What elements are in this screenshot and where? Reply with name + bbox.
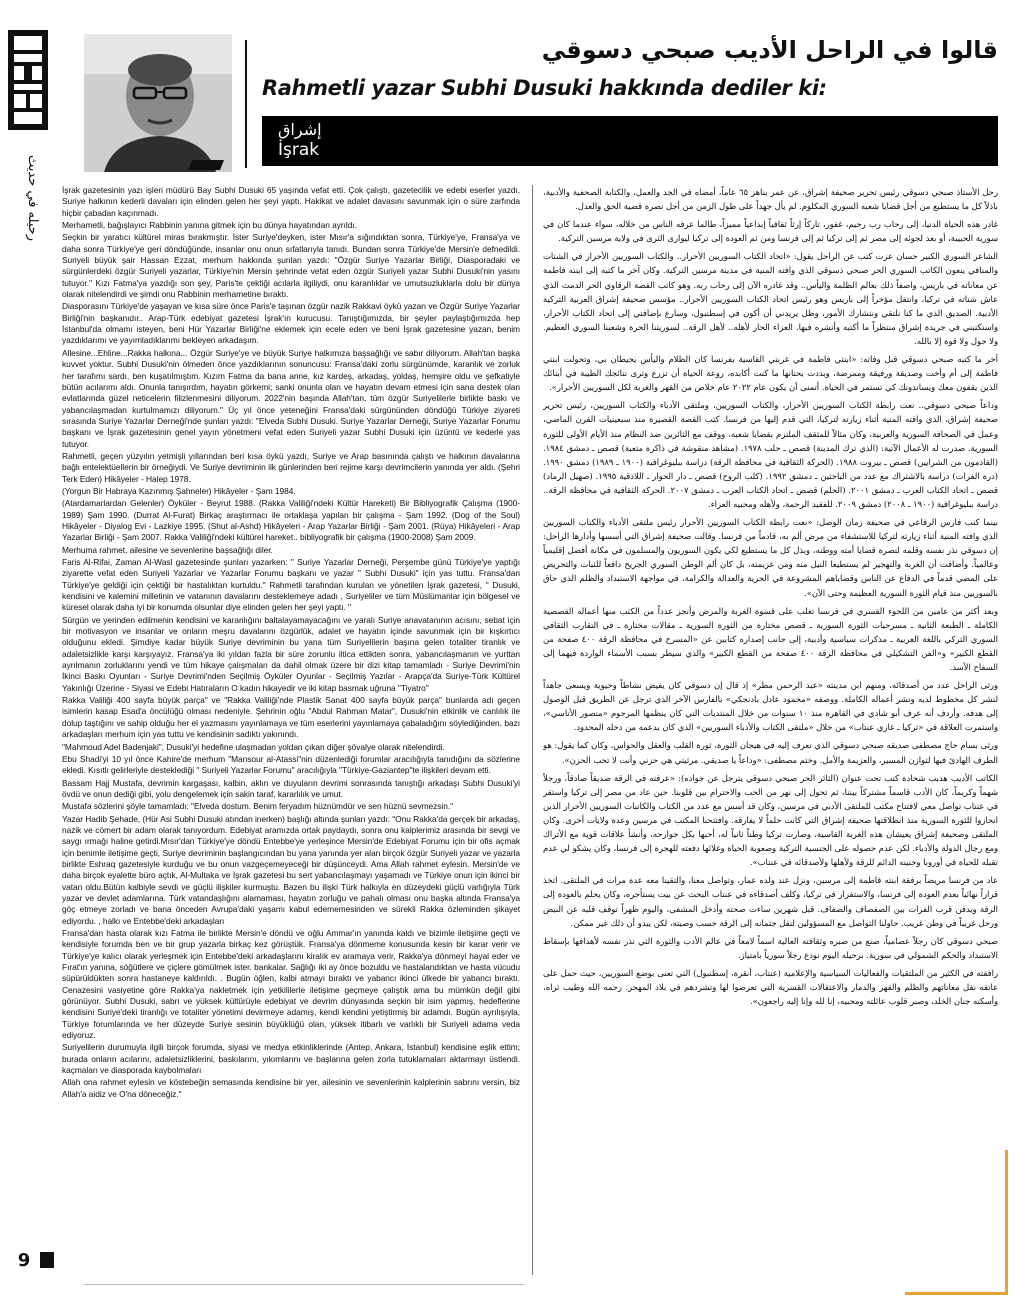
turkish-paragraph: Suriyelilerin durumuyla ilgili birçok forumda, siyasi ve medya etkinliklerinde (Antep, Ankara, İstanbul) kendisine eşlik ettim; burada onların acılarını, adaletsizliklerini, baskılarını, yıkımlarını ve başlarına gelen zorla tutuklamaları aktarmayı üstlendi. kaçmaları ve diasporada kaybolmaları [62,1042,520,1076]
turkish-paragraph: Fransa'dan hasta olarak kızı Fatma ile birlikte Mersin'e döndü ve oğlu Ammar'ın yanında kaldı ve bizimle iletişime geçti ve kendisiyle forumda ben ve bir grup yazarla birkaç kez görüştük. Fransa'ya dönmeme konusunda kesin bir karar verir ve Türkiye'ye kalıcı olarak yerleşmek için Entebbe'deki arkadaşlarını kiralık ev aramaya verir, Rakka'ya dönmeyi hayal eder ve Fırat'ın yanına, söğütlere ve çiçlere gömülmek ister. bankalar. Sağlığı iki ay önce bozuldu ve hastalandıktan ve hasta vücudu süpürüldükten sonra hastaneye kaldırıldı. . Bugün öğlen, kalbi atmayı bıraktı ve yabancı ikinci ülkede bir yabancı bıraktı. Cenazesini vasiyetine göre Rakka'ya nakletmek için yetkililerle iletişime geçmeye çalıştık ama bu mümkün değil gibi görünüyor. Subhi Dusuki, sabrı ve yüksek kültürüyle edebiyat ve devrim dünyasında seçkin bir isim yapmış, hedeflerine kendisini Suriye'deki tiranlığı ve totaliter yönetimi devirmeye adamış, kendi kendini yetiştirmiş bir adamdı. Bugün ayrılışıyla, Türkiye forumlarında ve her düzeyde Suriye sesinin büyüklüğü olan, yüksek itibarlı ve varlıklı bir Suriyeli adama veda ediyoruz. [62,928,520,1041]
israk-logo [6,30,50,130]
title-turkish: Rahmetli yazar Subhi Dusuki hakkında dediler ki: [262,76,827,100]
arabic-paragraph: غادر هذه الحياة الدنيا، إلى رحاب رب رحيم، غفور، تاركاً إرثاً ثقافياً إبداعياً مميزاً، طالما عرفه الناس من خلاله، سواء عندما كان في سورية الحبيبة، أو بعد لجوئه إلى مصر ثم إلى تركيا ثم إلى فرنسا ومن ثم العودة إلى تركيا ليوارى الثرى في ولاية مرسين التركية. [543,219,998,244]
arabic-article-column [543,185,998,1277]
turkish-paragraph: Sürgün ve yerinden edilmenin kendisini ve karanlığını baltalayamayacağını ve yaralı Suriye anavatanının acısını, sebat için bir motivasyon ve insanlar ve onların meşru davalarını özgürlük, adalet ve hayatın içinde savunmak için bir kışkırtıcı olduğunu ekledi. Şimdiye kadar büyük Suriye devriminin bu yana tüm Suriyelilerin başına gelen totaliter tiranlık ve adaletsizlikle karşı karşıyayız. Fransa'ya iki yıldan fazla bir süre zorunlu iltica ettikten sonra, yabancılaşmanın ve yurttan ayrılmanın zorluklarını yendi ve tüm hikaye çalışmaları da dahil olmak üzere bir dizi kitap tamamladı - Suriye Devrimi'nin İkinci Baskı Oyunları - Suriye Devrimi'nden Seçilmiş Öyküler Oyunlar - Seçilmiş Yazılar - Arapça'da Suriye-Türk Kültürel Yakınlığı Üzerine - Siyasi ve Edebi Hatıraların O kadın hikayedir ve iki kitap basmak uğruna "Tiyatro" [62,614,520,693]
arabic-paragraph: رحل الأستاذ صبحي دسوقي رئيس تحرير صحيفة إشراق، عن عمر يناهز ٦٥ عاماً، أمضاه في الجد والعمل، والكتابة الصحفية والأدبية، باذلاً كل ما يستطيع من أجل قضايا شعبه السوري المكلوم. لم يأل جهداً على طول الزمن من أجل نصرة قضية الحق والعدل. [543,187,998,212]
turkish-paragraph: Allesine...Ehline...Rakka halkına... Özgür Suriye'ye ve büyük Suriye halkımıza başsağlığı ve sabır diliyorum. Allah'tan başka kuvvet yoktur. Subhi Dusuki'nin ölmeden önce yazdıklarının sonuncusu: Fransa'daki zorlu sürgünümde, karanlık ve zorluk her tarafımı sardı, ben kuşatılmıştım. Kızım Fatma da bana anne, kız kardeş, arkadaş, yoldaş, hemşire oldu ve şefkatiyle bütün acılarımı aldı. Onunla tanışırdım, hayatın görkemi; sanki onunla olan ve hayatın devam etmesi için sana destek olan evlatlarında güzel neticelerin filizlenmesini diliyorum. 2022'nin başında Allah'tan, tüm özgür Suriyelilerle birlikte baskı ve yabancılaşmadan kurtulmamızı diliyorum." Üç yıl önce yeteneğini Fransa'daki sürgününden döndüğü Türkiye ziyareti sırasında Suriye Yazarlar Derneği'nde şunları yazdı: "Elveda Subhi Dusuki. Suriye Yazarlar Derneği, Suriye Yazarlar Forumu başkanı ve İşrak gazetesinin genel yayın yönetmeni vefat eden Suriyeli yazar Subhi Dusuki için üzüntü ve kederle yas tutuyor. [62,347,520,449]
arabic-paragraph: وبعد أكثر من عامين من اللجوء القسري في فرنسا تغلب على قسوة الغربة والمرض وأنجز عدداً من الكتب منها أعماله القصصية الكاملة ـ الطبعة الثانية ـ مسرحيات الثورة السورية ـ قصص مختارة من الثورة السورية ـ مقالات مختارة ـ في التقارب الثقافي السوري التركي باللغة العربية ـ مذكرات سياسية وأدبية، إلى جانب إصداره كتابين عن «المسرح في محافظة الرقة ٤٠٠ صفحة من القطع الكبير» و«الفن التشكيلي في محافظة الرقة ٤٠٠ صفحة من القطع الكبير» والذي سيطر بسبب الأسماء الواردة فيهما إلى السفاح الأسد. [543,605,998,672]
arabic-paragraph: عاد من فرنسا مريضاً برفقة ابنته فاطمة إلى مرسين، ونزل عند ولده عمار، وتواصل معنا، والتقينا معه عدة مرات في الملتقى. اتخذ قراراً نهائياً بعدم العودة إلى فرنسا، والاستقرار في تركيا، وكلف أصدقاءه في عنتاب البحث عن بيت يستأجره، وكان يحلم بالعودة إلى الرقة ويدفن قرب الفرات بين الصفصاف والضفاف. قبل شهرين ساءت صحته وأدخل المشفى، واليوم ظهراً توقف قلبه عن النبض ورحل غريباً في وطن غريب. حاولنا التواصل مع المسؤولين لنقل جثمانه إلى الرقة حسب وصيته، لكن يبدو أن ذلك غير ممكن. [543,875,998,928]
arabic-paragraph: ورثى بسام حاج مصطفى صديقه صبحي دسوقي الذي تعرف إليه في هيجان الثورة، ثورة القلب والعقل والحواس، وكان كما يقول: هو الطرف الهادئ فيها لتوازن المسير، والعزيمة والأمل. وختم مصطفى: «وداعاً يا صديقي. مرثيتي هي حزني وأنت لا تحب الحزن». [543,740,998,765]
arabic-paragraph: رافقته في الكثير من الملتقيات والفعاليات السياسية والإعلامية (عنتاب، أنقرة، إسطنبول) التي تعنى بوضع السوريين، حيث حمل على عاتقه نقل معاناتهم والظلم والقهر والدمار والاعتقالات القسرية التي تعرضوا لها وتشردهم في بلاد المهجر. رحمه الله وطيب ثراه، وأسكنه جنان الخلد، وصبر قلوب عائلته ومحبيه، إنا لله وإنا إليه راجعون». [543,967,998,1007]
turkish-paragraph: Merhuma rahmet, ailesine ve sevenlerine başsağlığı diler. [62,544,273,555]
turkish-paragraph: Faris Al-Rifai, Zaman Al-Wasl gazetesinde şunları yazarken: " Suriye Yazarlar Derneği, Perşembe günü Türkiye'ye yaptığı ziyarette vefat eden Suriyeli Yazarlar ve Yazarlar Forumu başkanı ve yazar " Subhi Dusuki" için yas tuttu. Fransa'dan Türkiye'ye geldiği için çektiği bir hastalıktan kurtuldu." Rahmetli tarafından kurulan ve yönetilen İşrak gazetesi, " Dusuki, kendisini ve kalemini milletinin ve vatanının davalarını desteklemeye adadı , Suriyeliler ve tüm Müslümanlar için bölgesel ve küresel olarak daha iyi bir konumda olsunlar diye elinden gelen her şeyi yaptı. " [62,557,520,613]
turkish-paragraph: Merhametli, bağışlayıcı Rabbinin yanına gitmek için bu dünya hayatından ayrıldı. [62,220,357,231]
arabic-paragraph: وداعاً صبحي دسوقي.. نعت رابطة الكتاب السوريين الأحرار، والكتاب السوريين، وملتقى الأدباء والكتاب السوريين، رئيس تحرير صحيفة إشراق، الذي وافته المنية أثناء زيارته لتركيا، التي قدم إليها من فرنسا. كتب القصة القصيرة منذ سبعينيات القرن الماضي، وعمل في الصحافة السورية والعربية، وكان مثالاً للمثقف الملتزم بقضايا شعبه، ووقف مع الثائرين ضد النظام منذ الأيام الأولى للثورة السورية. صدرت له الأعمال الآتية: (الذي ترك المدينة) قصص ـ حلب ١٩٧٨. (مشاهد منقوشة في ذاكرة متعبة) قصص ـ دمشق ١٩٨٤. (القادمون من الشرايين) قصص ـ بيروت ١٩٨٨. (الحركة الثقافية في محافظة الرقة) دراسة ببليوغرافية (١٩٠٠ ـ ١٩٨٩) دمشق ١٩٩٠. (درة الفرات) دراسة بالاشتراك مع عدد من الباحثين ـ دمشق ١٩٩٢. (كلب الروح) قصص ـ دار الحوار ـ اللاذقية ١٩٩٥. (صهيل الرماد) قصص ـ اتحاد الكتاب العرب ـ دمشق ٢٠٠١. (الحلم) قصص ـ اتحاد الكتاب العرب ـ دمشق ٢٠٠٧. الحركة الثقافية في محافظة الرقة.. دراسة ببليوغرافية (١٩٠٠ ـ ٢٠٠٨) دمشق ٢٠٠٩. للفقيد الرحمة، ولأهله ومحبيه العزاء. [543,400,998,509]
turkish-paragraph: Mustafa sözlerini şöyle tamamladı: "Elveda dostum. Benim feryadım hüznümdür ve sen hüznü sevmezsin." [62,801,454,812]
turkish-paragraph: Rakka Valiliği 400 sayfa büyük parça" ve "Rakka Valiliği'nde Plastik Sanat 400 sayfa büyük parça" bunlarda adı geçen isimlerin kasap Esad'a öncülüğü olması nedeniyle. Şehrinin oğlu "Abdul Rahman Matar", Dusuki'nin etkinlik ve canlılık ile dolup taştığını ve sahip olduğu her el yazmasını yayınlamaya ve tüm eserlerini yayınlamaya çabaladığını söylediğinden, bazı arkadaşları merhum için yas tuttu ve kendisinin sadıktı yakınındı. [62,695,520,740]
title-arabic: قالوا في الراحل الأديب صبحي دسوقي [541,36,998,64]
margin-caption: رحيله في حديث [25,155,40,242]
turkish-article-column [62,185,520,1277]
turkish-paragraph: Allah ona rahmet eylesin ve köstebeğin semasında kendisine bir yer, ailesinin ve sevenlerinin kalplerinin sabrını versin, biz Allah'a aidiz ve O'na döneceğiz." [62,1077,520,1099]
corner-accent-vertical [1005,1150,1008,1295]
arabic-paragraph: بينما كتب فارس الرفاعي في صحيفة زمان الوصل: «نعت رابطة الكتاب السوريين الأحرار رئيس ملتقى الأدباء والكتاب السوريين الذي وافته المنية أثناء زيارته لتركيا للاستشفاء من مرض ألم به، قادماً من فرنسا. وقالت صحيفة إشراق التي أسسها وأدارها الراحل: إن دسوقي نذر نفسه وقلمه لنصرة قضايا أمته ووطنه، وبذل كل ما يستطيع لكي يكون السوريون والمسلمون في مكانة أفضل إقليمياً وعالمياً. وأضافت أن الغربة والتهجير لم يستطيعا النيل منه ومن عزيمته، بل كان ألم الوطن السوري الجريح دافعاً للثبات والتحريض على المضي قدماً في الدفاع عن الناس وقضاياهم المشروعة في الحرية والعدالة والكرامة، في مواجهة الاستبداد والظلم الذي حاق بالسوريين منذ قيام الثورة السورية العظيمة وحتى الآن». [543,517,998,598]
turkish-paragraph: Rahmetli, geçen yüzyılın yetmişli yıllarından beri kısa öykü yazdı, Suriye ve Arap basınında çalıştı ve halkının davalarına bağlı entelektüellerin bir örneğiydi. Ve Suriye devriminin ilk günlerinden beri rejime karşı devrimcilerin yanında yer aldı. (Şehri Terk Eden) Hikâyeler - Halep 1978. [62,450,520,484]
author-band [262,116,998,166]
turkish-paragraph: Diasporasını Türkiye'de yaşayan ve kısa süre önce Paris'e taşınan özgür nazik Rakkavi öykü yazarı ve Özgür Suriye Yazarlar Birliği'nin başkanıdır.. Arap-Türk edebiyat gazetesi İşrak'ın kurucusu. Tanıştığımızda, bir şeyler paylaştığımızda hep İstanbul'da olmamı isteyen, beni Hür Yazarlar Birliği'ne eklemek için ecele eden ve beni İşrak gazetesine yazan, benim yazdıklarımı ve yayımladıklarımı bekleyen arkadaşım. [62,301,520,346]
page-margin [0,0,60,1304]
page-number-stripe [40,1252,54,1268]
corner-accent-horizontal [905,1292,1008,1295]
arabic-paragraph: آخر ما كتبه صبحي دسوقي قبل وفاته: «ابنتي فاطمة في غربتي القاسية بفرنسا كان الظلام واليأس يحيطان بي، وتحولت ابنتي فاطمة إلى أم وأخت وصديقة ورفيقة وممرضة، وبددت بحنانها ما كنت أكابده، روعة الحياة أن تزرع وترى نتائجك الطيبة في أبنائك الذين يقفون معك ويساندونك كي تستمر في الحياة. أتمنى أن يكون عام ٢٠٢٢ عام خلاص من القهر والغربة لكل السوريين الأحرار». [543,354,998,393]
turkish-paragraph: İşrak gazetesinin yazı işleri müdürü Bay Subhi Dusuki 65 yaşında vefat etti. Çok çalıştı, gazetecilik ve edebi eserler yazdı, Suriye halkının kederli davaları için elinden gelen her şeyi yaptı. Hakikat ve adalet davasını savunmak için o süre zarfında hiçbir çabadan kaçınmadı. [62,185,520,218]
page-number: 9 [17,1249,31,1271]
arabic-paragraph: صبحي دسوقي كان رجلاً عصامياً، صنع من صبره وثقافته العالية اسماً لامعاً في عالم الأدب والثورة التي نذر نفسه لأهدافها بإسقاط الاستبداد والحكم الشمولي في سورية. برحيله اليوم نودع رجلاً سورياً بامتياز. [543,935,998,960]
turkish-paragraph: (Yorgun Bir Habraya Kazınmış Şahneler) Hikâyeler - Şam 1984. [62,485,296,496]
portrait-illustration [84,34,232,172]
arabic-paragraph: الشاعر السوري الكبير حسان عزت كتب عن الراحل يقول: «اتحاد الكتاب السوريين الأحرار.. والكتاب السوريين الأحرار في الشتات والمنافي ينعون الكاتب السوري الحر صبحي دسوقي الذي وافته المنية في مدينة مرسين التركية. وكان آخر ما كتبه إلى ابنته فاطمة عن معاناته في باريس، واصفاً ذلك بعالم الظلمة واليأس.. وقد غادره الآن إلى رحاب ربه. وهو كاتب القصة الرقاوي الحر الدمث الذي عاش شتاته في تركيا، وانتقل مؤخراً إلى باريس وهو رئيس اتحاد الكتاب السوريين الأحرار.. مؤسس صحيفة إشراق العربية التركية الأدبية. الصديق الذي ما كنا نلتقي ونتشارك الأمور، وظل يريدني أن أكون في إسطنبول، وسارع بإضافتي إلى اتحاد الكتاب الأحرار، واستكتبني في جريدة إشراق منتظراً ما أكتبه وأنشره فيها. العزاء الحار لأهله.. لأهل الرقة.. لسوريتنا الحرة وشعبنا السوري العظيم. ولا حول ولا قوة إلا بالله. [543,251,998,346]
turkish-paragraph: Seçkin bir yaratıcı kültürel miras bırakmıştır. İster Suriye'deyken, ister Mısır'a sığındıktan sonra, Türkiye'ye, Fransa'ya ve daha sonra Türkiye'ye geri döndüğünde, insanlar onu onun sıfatlarıyla tanıdı. Bundan sonra Türkiye'de Mersin'e defnedildi. Suriyeli büyük şair Hassan Ezzat, merhum hakkında şunları yazdı: "Özgür Suriye Yazarlar Birliği, Diasporadaki ve sürgünlerdeki özgür Suriyeli yazarlar, Türkiye'nin Mersin şehrinde vefat eden özgür Suriyeli yazar Subhi Dusuki'nin yasını tutuyor." Kızı Fatma'ya yazdığı son şey, Paris'te çektiği acılarla ilgiliydi, onu karanlıklar ve umutsuzluklarla dolu bir dünya olarak nitelendirdi ve şimdi onu Rabbinin merhametine bıraktı. [62,232,520,300]
turkish-paragraph: Bassam Hajj Mustafa, devrimin kargaşası, kalbin, aklın ve duyuların devrimi sonrasında tanıştığı arkadaşı Subhi Dusuki'yi övdü ve onun dediği gibi, yolu dengelemek için sakin taraf, kararlılık ve umut. [62,777,520,799]
arabic-paragraph: الكاتب الأديب هديب شحادة كتب تحت عنوان (الثائر الحر صبحي دسوقي يترجل عن جواده): «عرفته في الرقة صديقاً صادقاً، ورجلاً شهماً وكريماً، كان الأدب قاسماً مشتركاً بيننا، ثم تحول إلى نهر من الحب والاحترام بين قلوبنا. حين عاد من مصر إلى تركيا واستقر في عنتاب تواصل معي لافتتاح مكتب للملتقى الأدبي في مرسين، وكان قد أسس مع عدد من الكتاب والكاتبات السوريين الأحرار الذين انحازوا للثورة السورية منذ انطلاقتها صحيفة إشراق التي كانت حلماً لا يفارقه. وافتتحنا المكتب في مرسين وعدة ولايات أخرى. وكان الملتقى وصحيفة إشراق يعيشان هذه الغربة القاسية، وصارت تركيا وطناً ثانياً له، أحبها بكل جوارحه، وأنشأ علاقات قوية مع الأتراك ومع رجال الدولة والأدباء. لكن عدم حصوله على الجنسية التركية وصعوبة الحياة وغلائها دفعته للهجرة إلى فرنسا، وكان يشكو لي عدم تقبله للحياة في أوروبا وحنينه الدائم للرقة ولأهلها ولأصدقائه في عنتاب». [543,772,998,868]
arabic-paragraph: ورثى الراحل عدد من أصدقائه، ومنهم ابن مدينته «عبد الرحمن مطر» إذ قال إن دسوقي كان يفيض نشاطاً وحيوية ويسعى جاهداً لنشر كل مخطوط لديه ونشر أعماله الكاملة. ووصفه «محمود عادل بادنجكي» بالفارس الآخر الذي ترجل عن الطريق قبل الوصول إلى هدفه. وأردف أنه عرف أبو شادي في القاهرة منذ ١٠ سنوات من خلال المنتديات التي كان ينظمها المرحوم «منصور الأتاسي»، واستمرت العلاقة في «تركيا ـ غازي عنتاب» من خلال «ملتقى الكتاب والأدباء السوريين» الذي كان يدعمه من دخله المحدود. [543,680,998,733]
bottom-divider [84,1284,524,1285]
turkish-paragraph: Ebu Shadi'yi 10 yıl önce Kahire'de merhum "Mansour al-Atassi"nin düzenlediği forumlar aracılığıyla tanıdığını da sözlerine ekledi. Kısıtlı gelirleriyle desteklediği " Suriyeli Yazarlar Forumu" aracılığıyla "Türkiye-Gaziantep"te ilişkileri devam etti. [62,753,520,776]
turkish-paragraph: "Mahmoud Adel Badenjaki", Dusuki'yi hedefine ulaşmadan yoldan çıkan diğer şövalye olarak nitelendirdi. [62,741,445,752]
header-divider [245,40,247,168]
author-turkish: İşrak [278,140,320,160]
author-arabic: إشراق [278,120,322,139]
turkish-paragraph: Yazar Hadib Şehade, (Hür Asi Subhi Dusuki atından inerken) başlığı altında şunları yazdı: "Onu Rakka'da gerçek bir arkadaş, nazik ve cömert bir adam olarak tanıyordum. Edebiyat aramızda ortak paydaydı, sonra onu kalplerimiz arasında bir sevgi ve saygı ırmağı haline getirdi.Mısır'dan Türkiye'ye döndü Entebbe'ye yerleşince Mersin'de Edebiyat Forumu için bir ofis açmak için benimle iletişime geçti, Suriye devriminin başlangıcından bu yana yanında yer alan birçok özgür Suriyeli yazar ve yazarla birlikte Eshraq gazetesiyle kurduğu ve bu onun vazgeçemeyeceği bir düşünceydi. Ama Allah rahmet eylesin. Mersin'de ve daha birçok eyalette büro açtık, Al-Multaka ve İşrak gazetesi bu sert yabancılaşmayı yaşamadı ve Türkiye onun için ikinci bir vatan oldu.Bütün kalbiyle sevdi ve güçlü ilişkiler kurmuştu. Bazen bu ilişki Türk halkıyla en düzeydeki güçlü varlığıyla Türk yazar ve devlet adamlarına. Türk vatandaşlığını alamaması, hayatın zorluğu ve pahalı olması onu başka altında Fransa'ya göç etmeye zorladı ve bana önceden Avrupa'daki yaşamı kabul edememesinden ve sürekli Rakka özleminden şikayet ediyordu. , halkı ve Entebbe'deki arkadaşları [62,813,520,926]
portrait-photo [84,34,232,172]
turkish-paragraph: (Atardamarlardan Gelenler) Öyküler - Beyrut 1988. (Rakka Valiliği'ndeki Kültür Hareketi) Bir Bibliyografik Çalışma (1900-1989) Şam 1990. (Durrat Al-Furat) Birkaç araştırmacı ile ortaklaşa yapılan bir çalışma - Şam 1992. (Dog of the Soul) Hikâyeler - Diyalog Evi - Lazkiye 1995. (Shut al-Ashd) Hikâyeleri - Arap Yazarlar Birliği - Şam 2001. (Rüya) Hikâyeleri - Arap Yazarlar Birliği - Şam 2007. Rakka Valiliği'ndeki kültürel hareket.. bibliyografik bir çalışma (1900-2008) Şam 2009. [62,498,520,543]
column-divider [532,185,533,1275]
